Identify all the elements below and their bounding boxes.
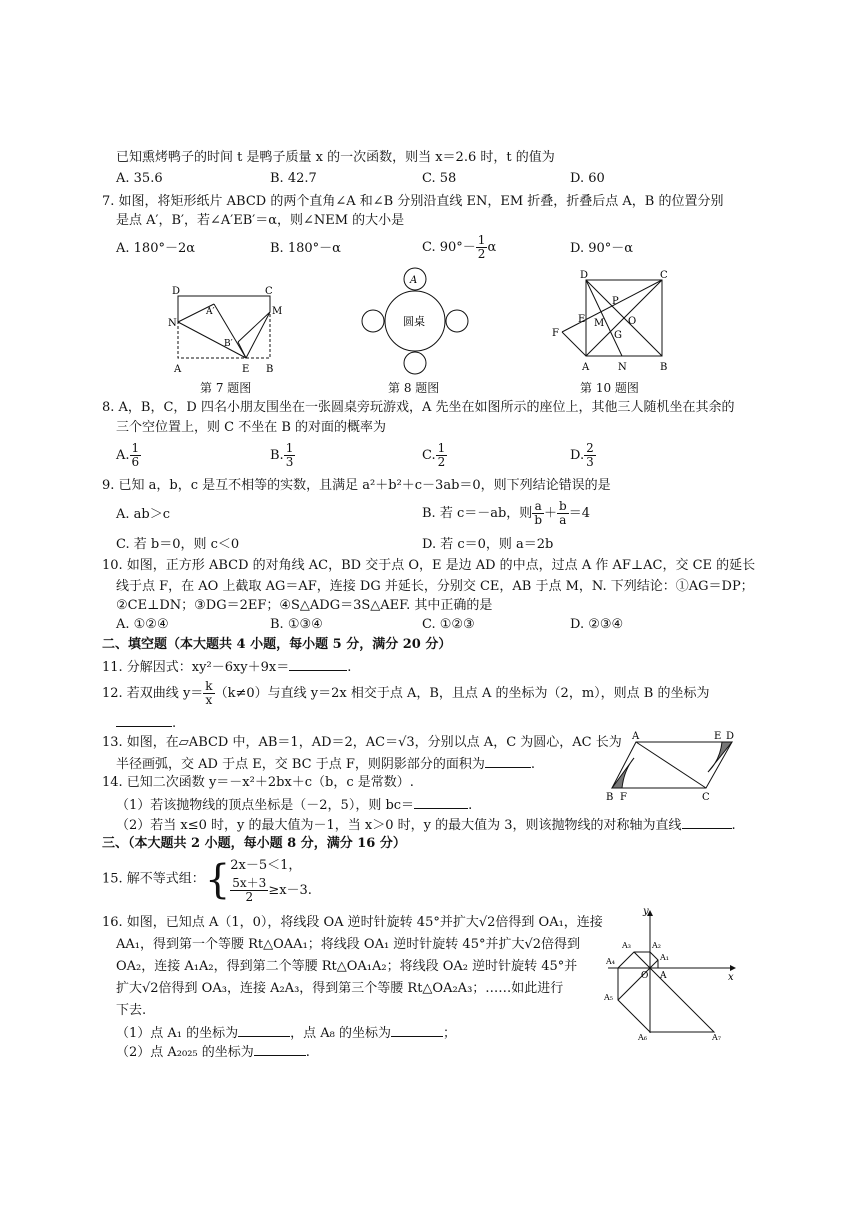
section-2-heading: 二、填空题（本大题共 4 小题，每小题 5 分，满分 20 分）	[102, 637, 452, 652]
spiral-polyline	[618, 952, 714, 1032]
fraction: $\frac{1}{6}$	[131, 441, 140, 469]
fig13-label-e: E	[714, 731, 722, 742]
q10-line1: 10. 如图，正方形 ABCD 的对角线 AC，BD 交于点 O，E 是边 AD 的中点，过点 A 作 AF⊥AC，交 CE 的延长	[102, 558, 756, 573]
q9-option-c[interactable]: C. 若 b＝0，则 c＜0	[116, 537, 240, 552]
q16-a2025-answer-blank[interactable]	[254, 1043, 306, 1056]
fig16-label-y: y	[643, 908, 649, 917]
fig16-diagram	[600, 908, 740, 1043]
q13-line2: 半径画弧，交 AD 于点 E，交 BC 于点 F，则阴影部分的面积为 .	[116, 757, 535, 772]
fig13-label-f: F	[620, 792, 627, 802]
q13-line1: 13. 如图，在▱ABCD 中，AB＝1，AD＝2，AC＝√3，分别以点 A，C 为圆心，AC 长为	[102, 735, 622, 750]
seg-oa1	[650, 960, 658, 968]
fig13-label-a: A	[632, 731, 640, 742]
fig7-caption: 第 7 题图	[200, 381, 252, 395]
q7-line2: 是点 A′，B′，若∠A′EB′＝α，则∠NEM 的大小是	[116, 213, 405, 228]
fig16-label-a3: A₃	[622, 941, 631, 950]
q14-stem: 14. 已知二次函数 y＝－x²＋2bx＋c（b，c 是常数）.	[102, 775, 414, 790]
fraction: $\frac{1}{2}$	[437, 441, 446, 469]
fraction: $\frac{1}{2}$	[477, 233, 486, 261]
fig16-label-a1: A₁	[660, 953, 669, 962]
q10-option-a[interactable]: A. ①②④	[116, 617, 169, 632]
q11: 11. 分解因式：xy²－6xy＋9x＝ .	[102, 660, 352, 675]
q9-option-d[interactable]: D. 若 c＝0，则 a＝2b	[422, 537, 554, 552]
q14-part1-answer-blank[interactable]	[414, 796, 468, 809]
fig13-label-d: D	[726, 731, 735, 742]
fig10-label-n: N	[618, 362, 627, 373]
fig7-label-a1: A′	[206, 307, 215, 317]
fig10-label-c: C	[660, 270, 668, 281]
inequality-system: 2x－5＜1， $\frac{5x+3}{2}$ ≥x－3.	[230, 858, 312, 904]
fig7-label-c: C	[265, 286, 273, 297]
fig7-label-n: N	[168, 318, 177, 329]
q14-part2: （2）若当 x≤0 时，y 的最大值为－1，当 x＞0 时，y 的最大值为 3，则该抛物线的对称轴为直线 .	[116, 818, 736, 833]
q10-line3: ②CE⊥DN；③DG＝2EF；④S△ADG＝3S△AEF. 其中正确的是	[116, 598, 493, 613]
q16-line4: 扩大√2倍得到 OA₃，连接 A₂A₃，得到第三个等腰 Rt△OA₂A₃；……如此进行	[116, 981, 564, 996]
q7-option-b[interactable]: B. 180°－α	[270, 241, 341, 256]
fig10-label-m: M	[594, 318, 605, 329]
fig13-label-b: B	[606, 792, 614, 802]
q8-option-a[interactable]: A. $\frac{1}{6}$	[116, 441, 140, 469]
fig8-caption: 第 8 题图	[388, 381, 440, 395]
q8-line1: 8. A，B，C，D 四名小朋友围坐在一张圆桌旁玩游戏，A 先坐在如图所示的座位上，其他三人随机坐在其余的	[102, 400, 735, 415]
q6-option-d[interactable]: D. 60	[570, 171, 605, 186]
fig16-label-a7: A₇	[712, 1033, 721, 1042]
seat-bottom	[404, 352, 426, 374]
seg-oa3	[634, 952, 650, 968]
seat-left	[362, 310, 384, 332]
fig10-label-g: G	[614, 330, 622, 341]
fig10-label-f: F	[552, 328, 559, 339]
fig7-line-me	[246, 312, 270, 358]
fraction: $\frac{2}{3}$	[586, 441, 594, 469]
q11-answer-blank[interactable]	[289, 658, 347, 671]
fig10-label-a: A	[582, 362, 590, 373]
fig13-diagram	[602, 730, 747, 802]
q8-option-c[interactable]: C. $\frac{1}{2}$	[422, 441, 446, 469]
fig16-label-a4: A₄	[606, 957, 615, 966]
q6-option-b[interactable]: B. 42.7	[270, 171, 317, 186]
fig10-label-d: D	[580, 270, 589, 281]
fig7-label-b: B	[266, 364, 274, 375]
q9-stem: 9. 已知 a，b，c 是互不相等的实数，且满足 a²＋b²＋c－3ab＝0，则下列结论错误的是	[102, 478, 611, 493]
fig7-label-a: A	[174, 364, 182, 375]
q8-option-d[interactable]: D. $\frac{2}{3}$	[570, 441, 594, 469]
fig10-label-b: B	[660, 362, 668, 373]
q7-option-a[interactable]: A. 180°－2α	[116, 241, 196, 256]
q10-line2: 线于点 F，在 AO 上截取 AG＝AF，连接 DG 并延长，分别交 CE，AB 于点 M，N. 下列结论：①AG＝DP；	[116, 579, 754, 594]
fraction: $\frac{a}{b}$	[534, 499, 542, 527]
fig16-label-a: A	[660, 971, 667, 981]
q14-part2-answer-blank[interactable]	[682, 816, 732, 829]
fig8-table-label: 圆桌	[403, 315, 425, 328]
fig8-label-a: A	[410, 275, 418, 286]
q12-line1: 12. 若双曲线 y＝ $\frac{k}{x}$ （k≠0）与直线 y＝2x 相交于点 A，B，且点 A 的坐标为（2，m），则点 B 的坐标为	[102, 679, 710, 707]
fig16-label-a5: A₅	[604, 993, 613, 1002]
q6-option-a[interactable]: A. 35.6	[116, 171, 163, 186]
fig10-caption: 第 10 题图	[580, 381, 639, 395]
q12-answer-blank[interactable]	[116, 714, 172, 727]
q16-line2: AA₁，得到第一个等腰 Rt△OAA₁；将线段 OA₁ 逆时针旋转 45°并扩大√2倍得到	[116, 937, 581, 952]
q7-line1: 7. 如图，将矩形纸片 ABCD 的两个直角∠A 和∠B 分别沿直线 EN，EM 折叠，折叠后点 A，B 的位置分别	[102, 194, 724, 209]
fraction: $\frac{b}{a}$	[559, 499, 567, 527]
fig13-shaded-right	[708, 742, 732, 772]
fig7-line-mb1	[238, 312, 270, 342]
x-axis-arrow-icon	[730, 965, 736, 971]
q16-part2: （2）点 A₂₀₂₅ 的坐标为 .	[116, 1045, 310, 1060]
fig10-diagram	[548, 270, 678, 380]
fig13-diag-ac	[636, 742, 706, 788]
q6-option-c[interactable]: C. 58	[422, 171, 457, 186]
fig10-line-fa	[562, 332, 586, 356]
fig7-label-d: D	[172, 286, 181, 297]
fraction: $\frac{5x+3}{2}$	[232, 876, 267, 904]
section-3-heading: 三、（本大题共 2 小题，每小题 8 分，满分 16 分）	[102, 836, 406, 851]
fig7-label-e: E	[242, 364, 250, 375]
fig7-diagram	[160, 282, 290, 382]
q14-part1: （1）若该抛物线的顶点坐标是（－2，5），则 bc＝ .	[116, 798, 473, 813]
q16-part1: （1）点 A₁ 的坐标为 ，点 A₈ 的坐标为 ；	[116, 1026, 457, 1041]
fig16-label-a2: A₂	[652, 941, 661, 950]
fig16-label-o: O	[641, 971, 649, 981]
fraction: $\frac{k}{x}$	[205, 679, 213, 707]
fig13-shaded-left	[612, 758, 634, 788]
fraction: $\frac{1}{3}$	[285, 441, 294, 469]
q10-option-b[interactable]: B. ①③④	[270, 617, 323, 632]
q16-line5: 下去.	[116, 1003, 147, 1018]
q9-option-a[interactable]: A. ab＞c	[116, 507, 171, 522]
fig10-label-e: E	[578, 314, 586, 325]
q9-option-b[interactable]: B. 若 c＝－ab，则 $\frac{a}{b}$ ＋ $\frac{b}{a}$ ＝4	[422, 499, 590, 527]
q7-option-c[interactable]: C. 90°－ $\frac{1}{2}$ α	[422, 233, 497, 261]
fig7-label-b1: B′	[224, 339, 233, 349]
q13-answer-blank[interactable]	[485, 755, 531, 768]
q16-a1-answer-blank[interactable]	[238, 1024, 290, 1037]
q7-option-d[interactable]: D. 90°－α	[570, 241, 634, 256]
seat-right	[446, 310, 468, 332]
fig10-label-p: P	[612, 296, 619, 307]
q10-option-c[interactable]: C. ①②③	[422, 617, 475, 632]
fig7-label-m: M	[272, 306, 283, 317]
q6-stem: 已知熏烤鸭子的时间 t 是鸭子质量 x 的一次函数，则当 x＝2.6 时，t 的值为	[116, 150, 555, 165]
q8-option-b[interactable]: B. $\frac{1}{3}$	[270, 441, 294, 469]
fig13-label-c: C	[702, 792, 710, 802]
fig10-label-o: O	[628, 316, 637, 327]
q16-line1: 16. 如图，已知点 A（1，0），将线段 OA 逆时针旋转 45°并扩大√2倍得到 OA₁，连接	[102, 915, 603, 930]
fig8-diagram	[355, 265, 475, 380]
fig16-label-x: x	[728, 972, 734, 983]
q8-line2: 三个空位置上，则 C 不坐在 B 的对面的概率为	[116, 420, 387, 435]
q16-a8-answer-blank[interactable]	[391, 1024, 443, 1037]
q16-line3: OA₂，连接 A₁A₂，得到第二个等腰 Rt△OA₁A₂；将线段 OA₂ 逆时针旋转 45°并	[116, 959, 578, 974]
q10-option-d[interactable]: D. ②③④	[570, 617, 624, 632]
fig16-label-a6: A₆	[638, 1033, 647, 1042]
q15: 15. 解不等式组：{ 2x－5＜1， $\frac{5x+3}{2}$ ≥x－3.	[102, 856, 312, 904]
q12-line2: .	[116, 714, 176, 732]
